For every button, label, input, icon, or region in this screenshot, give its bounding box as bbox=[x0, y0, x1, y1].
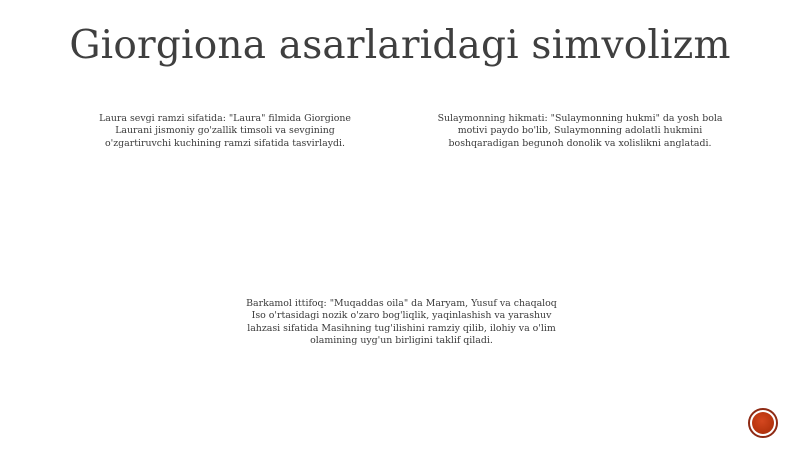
slide-title: Giorgiona asarlaridagi simvolizm bbox=[69, 23, 731, 68]
text-block-sulaymon: Sulaymonning hikmati: "Sulaymonning hukmi" da yosh bola motivi paydo bo'lib, Sulaymonning adolatli hukmini boshqaradigan begunoh donolik va xolislikni anglatadi. bbox=[437, 113, 723, 149]
text-block-laura: Laura sevgi ramzi sifatida: "Laura" filmida Giorgione Laurani jismoniy go'zallik timsoli va sevgining o'zgartiruvchi kuchining ramzi sifatida tasvirlaydi. bbox=[99, 113, 351, 149]
slide-nav-button[interactable] bbox=[748, 408, 778, 438]
circle-button-icon bbox=[752, 412, 774, 434]
text-block-oila: Barkamol ittifoq: "Muqaddas oila" da Maryam, Yusuf va chaqaloq Iso o'rtasidagi nozik o'zaro bog'liqlik, yaqinlashish va yarashuv lahzasi sifatida Masihning tug'ilishini ramziy qilib, ilohiy va o'lim olamining uyg'un birligini taklif qiladi. bbox=[246, 298, 557, 347]
